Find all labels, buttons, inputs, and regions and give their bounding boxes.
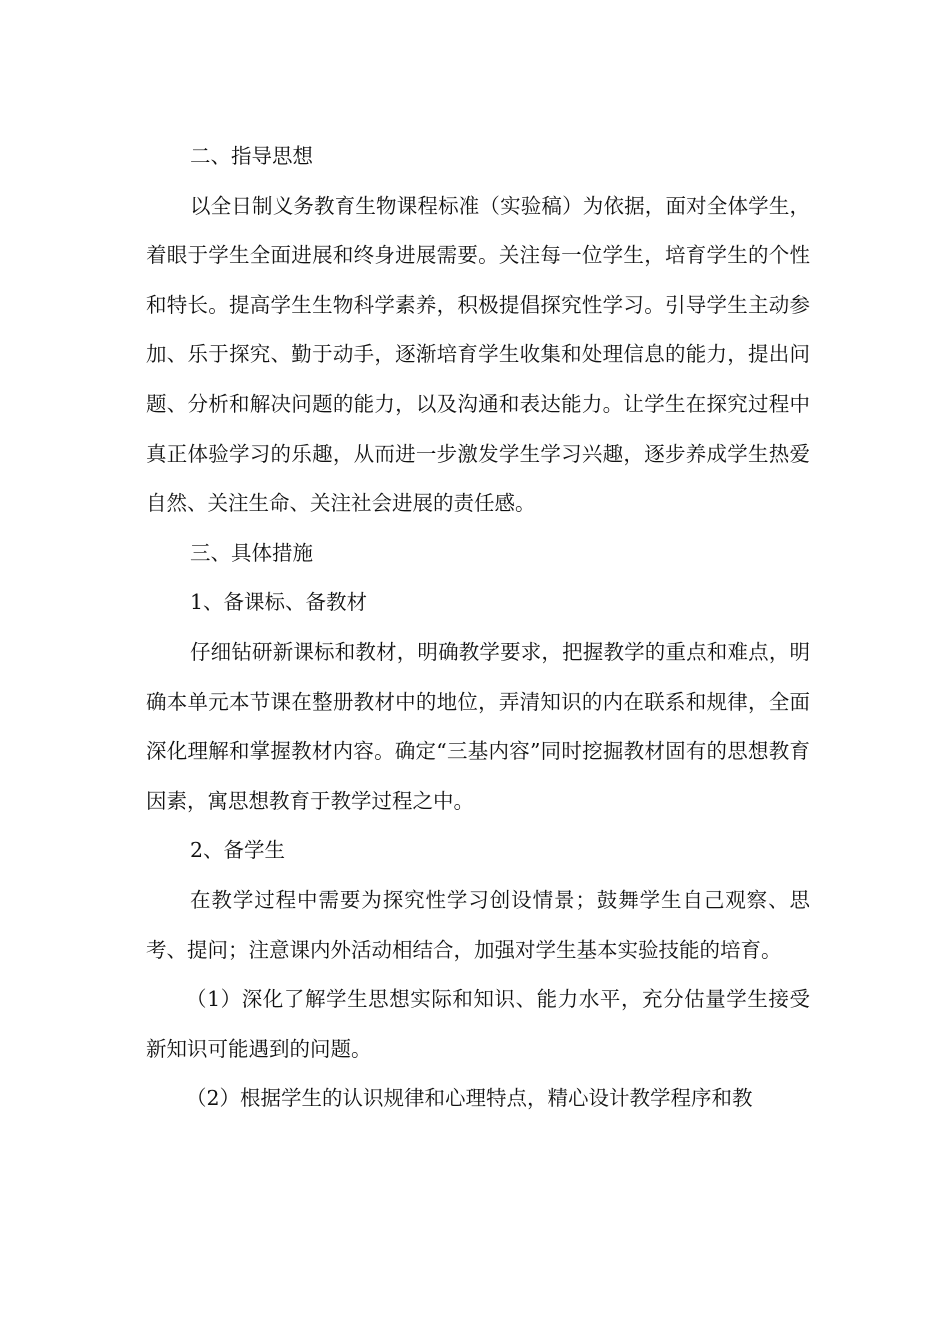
document-page	[146, 132, 810, 1124]
paragraph-item-1: （1）深化了解学生思想实际和知识、能力水平，充分估量学生接受新知识可能遇到的问题。	[146, 987, 810, 1061]
subheading-prepare-students: 2、备学生	[190, 838, 286, 863]
subheading-prepare-curriculum: 1、备课标、备教材	[190, 590, 368, 615]
paragraph-prepare-curriculum: 仔细钻研新课标和教材，明确教学要求，把握教学的重点和难点，明确本单元本节课在整册教材中的地位，弄清知识的内在联系和规律，全面深化理解和掌握教材内容。确定“三基内容”同时挖掘教材固有的思想教育因素，寓思想教育于教学过程之中。	[146, 639, 810, 813]
paragraph-guiding-thought: 以全日制义务教育生物课程标准（实验稿）为依据，面对全体学生，着眼于学生全面进展和终身进展需要。关注每一位学生，培育学生的个性和特长。提高学生生物科学素养，积极提倡探究性学习。引导学生主动参加、乐于探究、勤于动手，逐渐培育学生收集和处理信息的能力，提出问题、分析和解决问题的能力，以及沟通和表达能力。让学生在探究过程中真正体验学习的乐趣，从而进一步激发学生学习兴趣，逐步养成学生热爱自然、关注生命、关注社会进展的责任感。	[146, 193, 810, 516]
section-heading-specific-measures: 三、具体措施	[190, 540, 313, 565]
section-heading-guiding-thought: 二、指导思想	[190, 144, 313, 168]
paragraph-prepare-students: 在教学过程中需要为探究性学习创设情景；鼓舞学生自己观察、思考、提问；注意课内外活动相结合，加强对学生基本实验技能的培育。	[146, 887, 810, 962]
paragraph-item-2: （2）根据学生的认识规律和心理特点，精心设计教学程序和教	[186, 1086, 753, 1111]
